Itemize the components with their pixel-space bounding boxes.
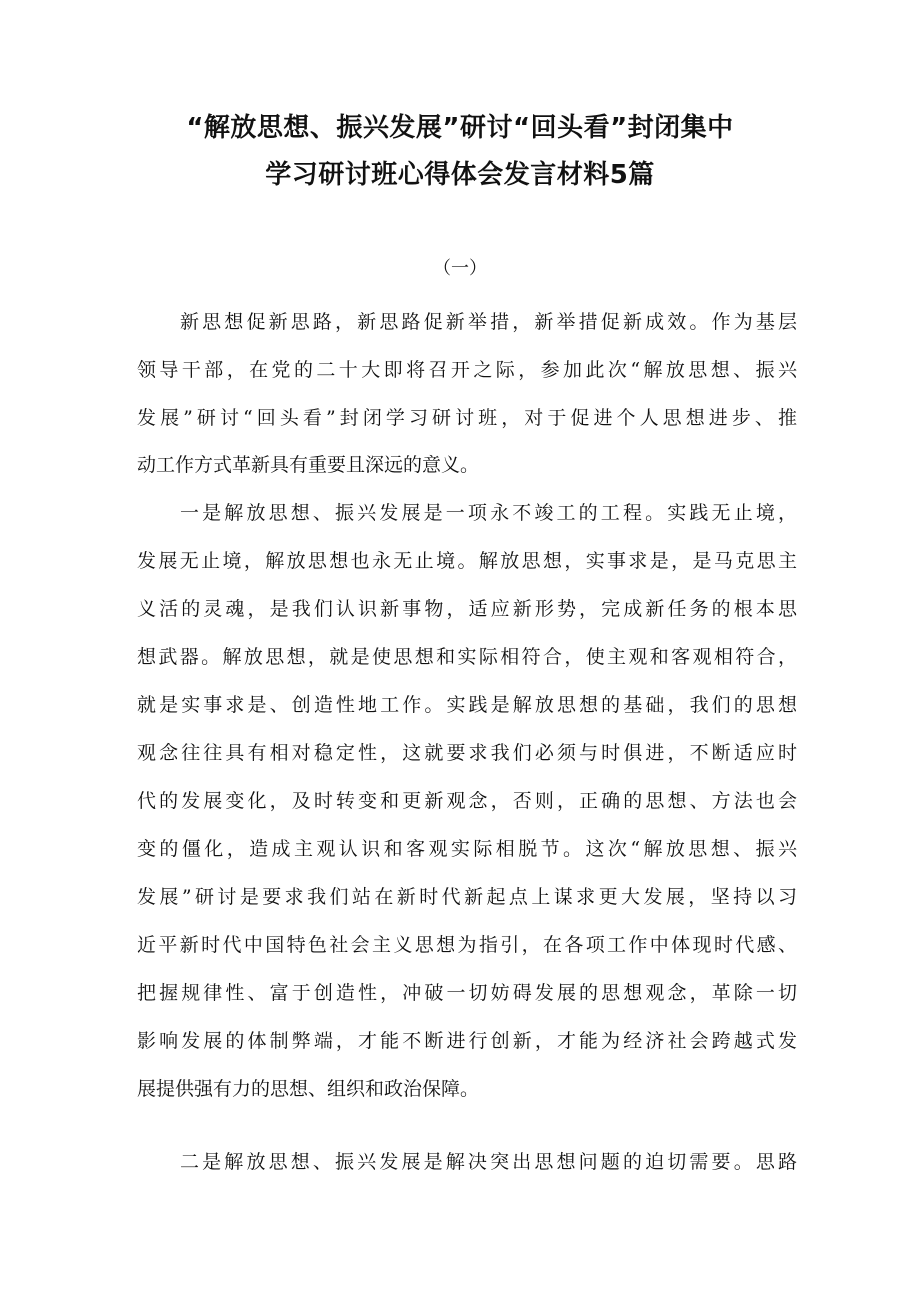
document-title-line-2: 学习研讨班心得体会发言材料5篇: [265, 160, 655, 190]
paragraph-line: 近平新时代中国特色社会主义思想为指引，在各项工作中体现时代感、: [137, 934, 797, 956]
paragraph-line: 把握规律性、富于创造性，冲破一切妨碍发展的思想观念，革除一切: [137, 982, 797, 1004]
paragraph-line: 发展无止境，解放思想也永无止境。解放思想，实事求是，是马克思主: [137, 550, 797, 572]
paragraph-line: 义活的灵魂，是我们认识新事物，适应新形势，完成新任务的根本思: [137, 598, 797, 620]
paragraph-line: 代的发展变化，及时转变和更新观念，否则，正确的思想、方法也会: [137, 790, 797, 812]
paragraph-line: 就是实事求是、创造性地工作。实践是解放思想的基础，我们的思想: [137, 694, 797, 716]
document-title-line-1: “解放思想、振兴发展”研讨“回头看”封闭集中: [186, 113, 734, 143]
paragraph-line: 发展”研讨是要求我们站在新时代新起点上谋求更大发展，坚持以习: [137, 886, 797, 908]
paragraph-line: 二是解放思想、振兴发展是解决突出思想问题的迫切需要。思路: [180, 1151, 797, 1173]
paragraph-line: 动工作方式革新具有重要且深远的意义。: [137, 454, 480, 476]
paragraph-line: 发展”研讨“回头看”封闭学习研讨班，对于促进个人思想进步、推: [137, 407, 797, 429]
paragraph-line: 影响发展的体制弊端，才能不断进行创新，才能为经济社会跨越式发: [137, 1030, 797, 1052]
paragraph-line: 变的僵化，造成主观认识和客观实际相脱节。这次“解放思想、振兴: [137, 838, 797, 860]
paragraph-line: 领导干部，在党的二十大即将召开之际，参加此次“解放思想、振兴: [137, 359, 797, 381]
paragraph-line: 新思想促新思路，新思路促新举措，新举措促新成效。作为基层: [180, 311, 797, 333]
section-number: （一）: [433, 258, 487, 279]
paragraph-line: 一是解放思想、振兴发展是一项永不竣工的工程。实践无止境，: [180, 502, 797, 524]
paragraph-line: 想武器。解放思想，就是使思想和实际相符合，使主观和客观相符合，: [137, 646, 797, 668]
paragraph-line: 展提供强有力的思想、组织和政治保障。: [137, 1078, 480, 1100]
paragraph-line: 观念往往具有相对稳定性，这就要求我们必须与时俱进，不断适应时: [137, 742, 797, 764]
